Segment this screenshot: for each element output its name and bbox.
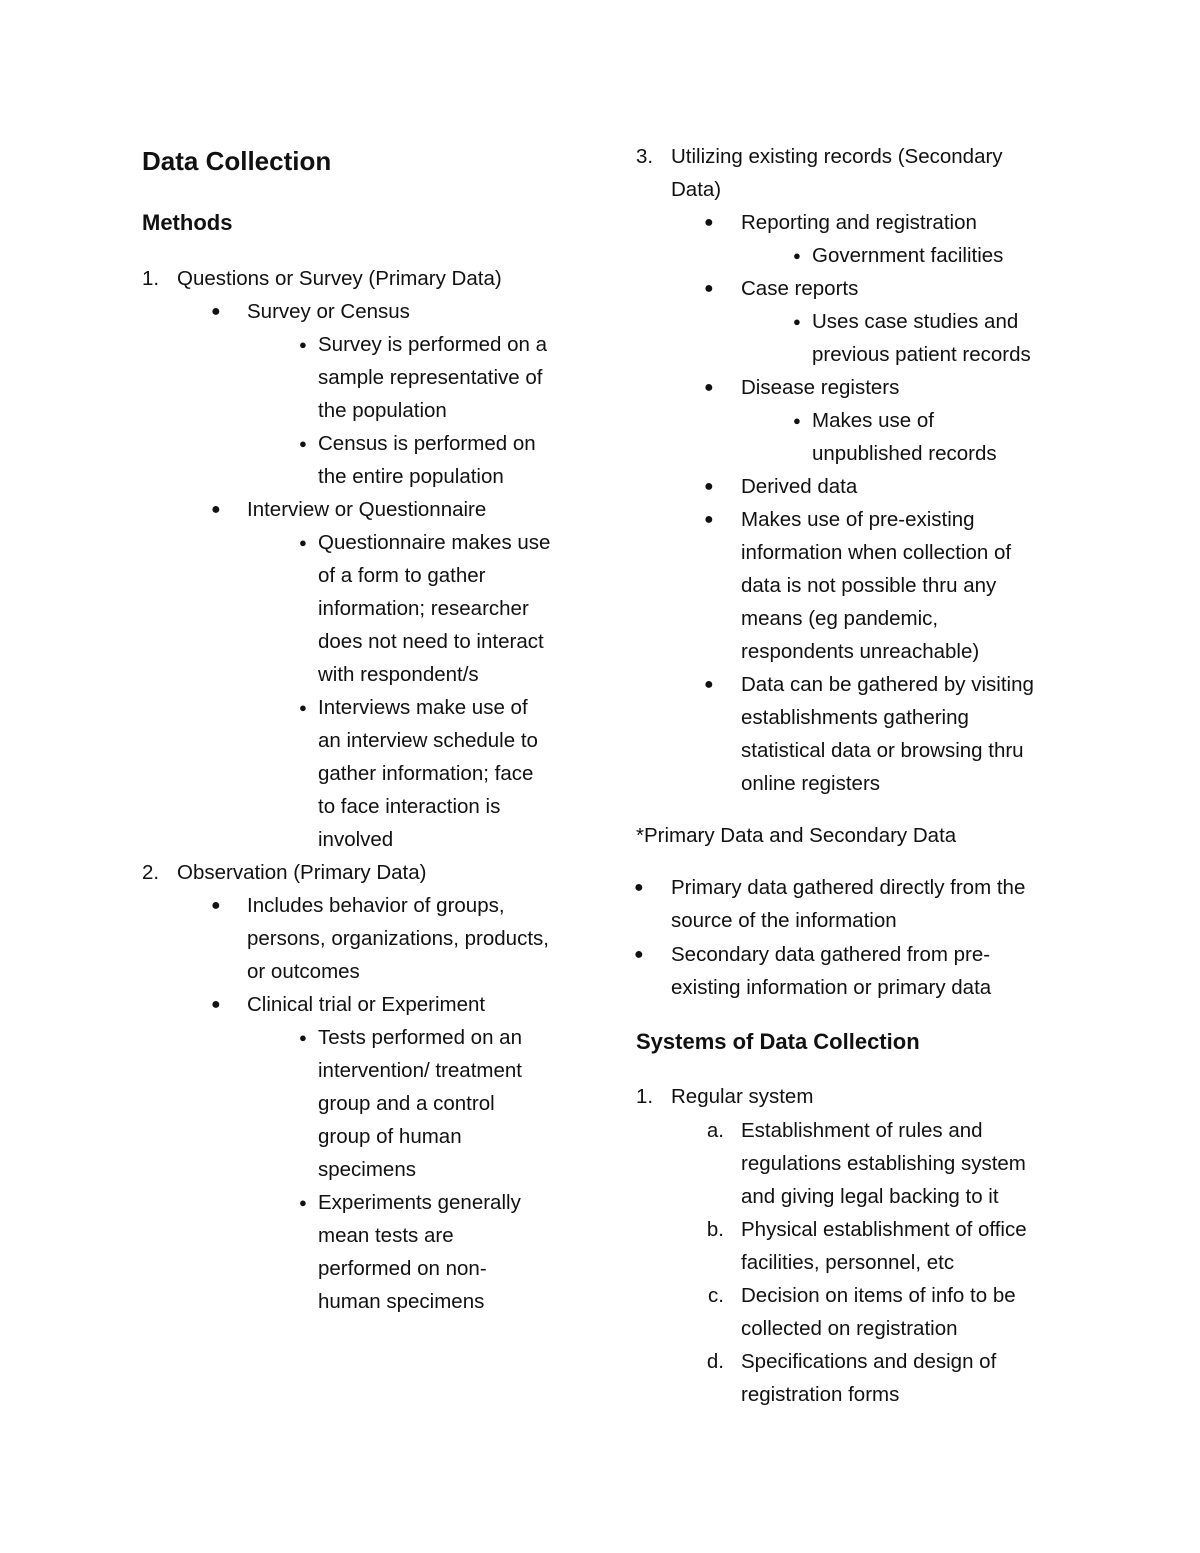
sub-bullet-icon: ● <box>299 337 307 352</box>
bullet-icon: ● <box>704 478 714 495</box>
list-item: to face interaction is <box>318 795 501 818</box>
method-2-number: 2. <box>142 861 160 884</box>
sub-bullet-icon: ● <box>793 314 801 329</box>
list-item: information; researcher <box>318 597 529 620</box>
list-item: Secondary data gathered from pre- <box>671 943 991 966</box>
list-item: source of the information <box>671 909 897 932</box>
list-item: involved <box>318 828 394 851</box>
list-item: Disease registers <box>741 376 900 399</box>
sub-bullet-icon: ● <box>299 436 307 451</box>
list-item: Census is performed on <box>318 432 536 455</box>
list-item: human specimens <box>318 1290 485 1313</box>
section-heading-systems: Systems of Data Collection <box>636 1029 920 1054</box>
bullet-clinical-trial: Clinical trial or Experiment <box>247 993 486 1016</box>
method-3-label: Utilizing existing records (Secondary <box>671 145 1003 168</box>
page-title: Data Collection <box>142 146 332 176</box>
list-item: Physical establishment of office <box>741 1218 1027 1241</box>
item-label: b. <box>706 1218 724 1241</box>
list-item: Makes use of pre-existing <box>741 508 975 531</box>
bullet-icon: ● <box>704 214 714 231</box>
list-item: establishments gathering <box>741 706 969 729</box>
bullet-icon: ● <box>634 879 644 896</box>
list-item: performed on non- <box>318 1257 487 1280</box>
list-item: collected on registration <box>741 1317 958 1340</box>
bullet-icon: ● <box>704 676 714 693</box>
list-item: gather information; face <box>318 762 534 785</box>
list-item: unpublished records <box>812 442 997 465</box>
list-item: Primary data gathered directly from the <box>671 876 1026 899</box>
list-item: Experiments generally <box>318 1191 521 1214</box>
item-label: d. <box>706 1350 724 1373</box>
sub-bullet-icon: ● <box>299 700 307 715</box>
list-item: Establishment of rules and <box>741 1119 983 1142</box>
bullet-icon: ● <box>704 511 714 528</box>
list-item: Survey is performed on a <box>318 333 548 356</box>
list-item: existing information or primary data <box>671 976 992 999</box>
method-3-number: 3. <box>636 145 654 168</box>
list-item: sample representative of <box>318 366 543 389</box>
method-1-label: Questions or Survey (Primary Data) <box>177 267 502 290</box>
list-item: of a form to gather <box>318 564 486 587</box>
list-item: Case reports <box>741 277 859 300</box>
list-item: mean tests are <box>318 1224 454 1247</box>
sub-bullet-icon: ● <box>793 413 801 428</box>
list-item: online registers <box>741 772 881 795</box>
list-item: Decision on items of info to be <box>741 1284 1016 1307</box>
bullet-icon: ● <box>211 303 221 320</box>
list-item: or outcomes <box>247 960 360 983</box>
sub-bullet-icon: ● <box>299 535 307 550</box>
list-item: an interview schedule to <box>318 729 538 752</box>
list-item: regulations establishing system <box>741 1152 1026 1175</box>
list-item: statistical data or browsing thru <box>741 739 1024 762</box>
method-3-label-cont: Data) <box>671 178 722 201</box>
list-item: group and a control <box>318 1092 495 1115</box>
bullet-icon: ● <box>211 996 221 1013</box>
list-item: Specifications and design of <box>741 1350 997 1373</box>
list-item: Interviews make use of <box>318 696 528 719</box>
list-item: means (eg pandemic, <box>741 607 939 630</box>
item-label: c. <box>708 1284 724 1307</box>
bullet-icon: ● <box>634 946 644 963</box>
list-item: facilities, personnel, etc <box>741 1251 955 1274</box>
bullet-icon: ● <box>704 280 714 297</box>
list-item: previous patient records <box>812 343 1031 366</box>
list-item: information when collection of <box>741 541 1012 564</box>
list-item: Government facilities <box>812 244 1004 267</box>
system-1-number: 1. <box>636 1085 654 1108</box>
list-item: Makes use of <box>812 409 934 432</box>
bullet-icon: ● <box>211 897 221 914</box>
list-item: with respondent/s <box>318 663 479 686</box>
list-item: group of human <box>318 1125 462 1148</box>
list-item: Tests performed on an <box>318 1026 522 1049</box>
list-item: the entire population <box>318 465 504 488</box>
sub-bullet-icon: ● <box>299 1030 307 1045</box>
list-item: Reporting and registration <box>741 211 977 234</box>
method-1-number: 1. <box>142 267 160 290</box>
item-label: a. <box>706 1119 724 1142</box>
list-item: Includes behavior of groups, <box>247 894 505 917</box>
section-heading-methods: Methods <box>142 210 233 235</box>
note-heading: *Primary Data and Secondary Data <box>636 824 957 847</box>
method-2-label: Observation (Primary Data) <box>177 861 427 884</box>
bullet-icon: ● <box>704 379 714 396</box>
bullet-interview-or-questionnaire: Interview or Questionnaire <box>247 498 487 521</box>
list-item: Data can be gathered by visiting <box>741 673 1034 696</box>
list-item: intervention/ treatment <box>318 1059 522 1082</box>
list-item: the population <box>318 399 447 422</box>
list-item: specimens <box>318 1158 416 1181</box>
bullet-survey-or-census: Survey or Census <box>247 300 410 323</box>
sub-bullet-icon: ● <box>299 1195 307 1210</box>
bullet-icon: ● <box>211 501 221 518</box>
list-item: registration forms <box>741 1383 900 1406</box>
list-item: persons, organizations, products, <box>247 927 549 950</box>
list-item: Derived data <box>741 475 858 498</box>
list-item: does not need to interact <box>318 630 544 653</box>
sub-bullet-icon: ● <box>793 248 801 263</box>
list-item: Questionnaire makes use <box>318 531 551 554</box>
list-item: respondents unreachable) <box>741 640 980 663</box>
list-item: data is not possible thru any <box>741 574 997 597</box>
system-1-label: Regular system <box>671 1085 814 1108</box>
list-item: and giving legal backing to it <box>741 1185 999 1208</box>
list-item: Uses case studies and <box>812 310 1019 333</box>
